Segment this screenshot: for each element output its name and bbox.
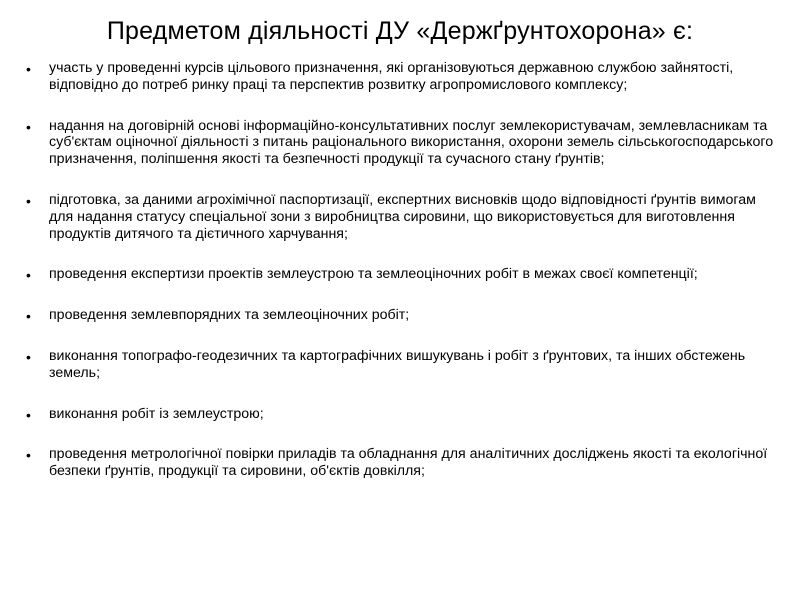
bullet-icon: • [26,406,31,423]
page-title: Предметом діяльності ДУ «Держґрунтохорона» є: [106,17,694,45]
bullet-icon: • [26,308,31,325]
list-item [20,266,780,283]
bullet-icon: • [26,61,31,77]
list-item-text: проведення землевпорядних та землеоціночних робіт; [49,307,410,324]
list-item-text: участь у проведенні курсів цільового призначення, які організовуються державною службою зайнятості, відповідно до потреб ринку праці та перспектив розвитку агропромислового комплексу; [49,60,734,93]
bullet-icon: • [26,192,31,209]
list-item-text: проведення метрологічної повірки приладів та обладнання для аналітичних досліджень якості та екологічної безпеки ґрунтів, продукції та сировини, об'єктів довкілля; [49,446,768,480]
list-item [20,348,780,382]
list-item [20,446,780,480]
list-item [20,118,780,168]
bullet-icon: • [26,348,31,365]
list-item [20,60,780,94]
list-item-text: виконання робіт із землеустрою; [49,405,264,422]
list-item-text: проведення експертизи проектів землеустрою та землеоціночних робіт в межах своєї компетенції; [49,266,698,283]
list-item-text: підготовка, за даними агрохімічної паспортизації, експертних висновків щодо відповідності ґрунтів вимогам для надання статусу спеціальної зони з виробництва сировини, що використовується для виготовлення продуктів дитячого та дієтичного харчування; [49,191,756,242]
bullet-icon: • [26,267,31,284]
list-item [20,406,780,423]
list-item [20,307,780,324]
list-item-text: надання на договірній основі інформаційно-консультативних послуг землекористувачам, землевласникам та суб'єктам оціночної діяльності з питань раціонального використання, охорони земель сільськогосподарського призначення, поліпшення якості та безпечності продукції та сучасного стану ґрунтів; [49,117,774,168]
bullet-list [20,60,780,504]
list-item [20,192,780,242]
bullet-icon: • [26,118,31,135]
bullet-icon: • [26,447,31,464]
list-item-text: виконання топографо-геодезичних та картографічних вишукувань і робіт з ґрунтових, та інших обстежень земель; [49,347,746,381]
